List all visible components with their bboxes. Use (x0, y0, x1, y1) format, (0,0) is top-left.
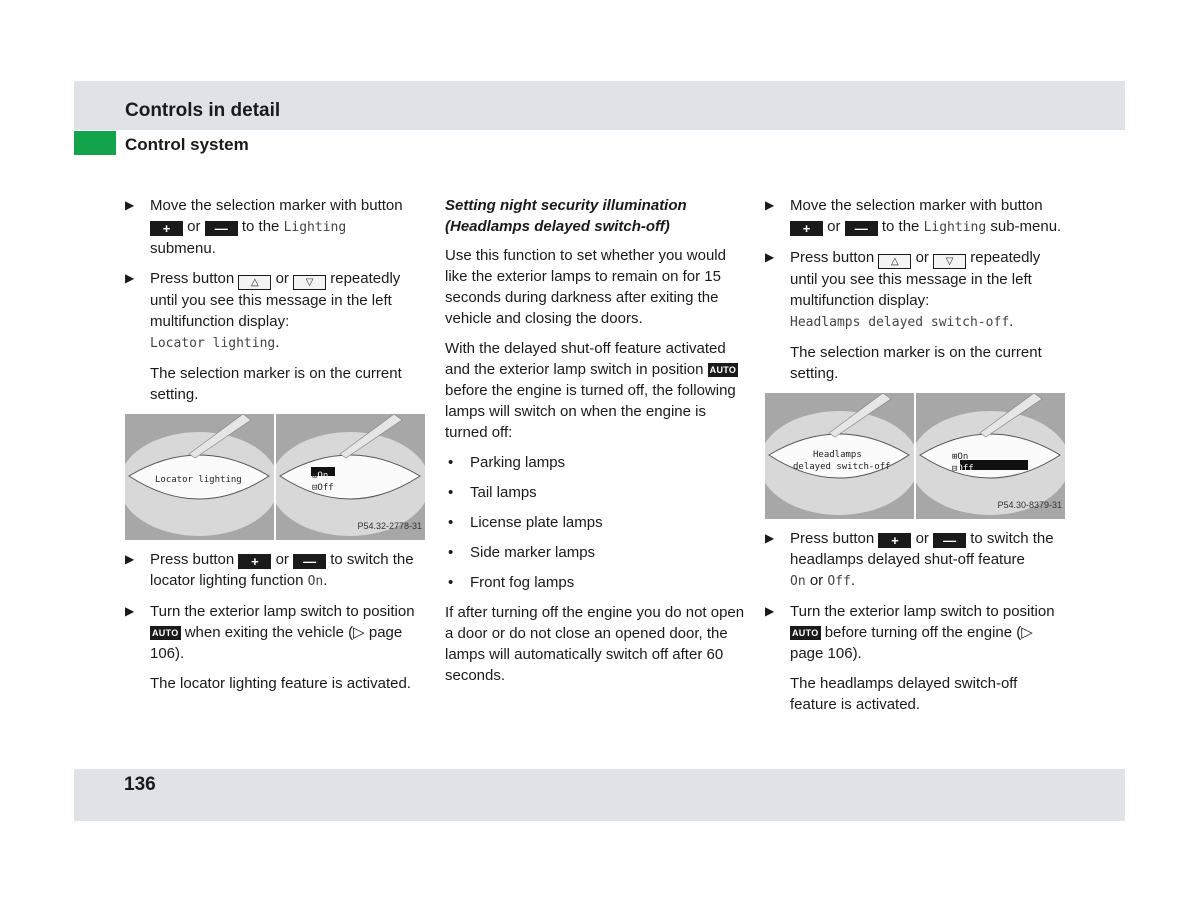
figure-reference: P54.30-8379-31 (997, 500, 1062, 510)
list-item: • Tail lamps (445, 482, 745, 503)
note: The headlamps delayed switch-off feature is activated. (790, 675, 1018, 713)
auto-switch-icon: AUTO (709, 365, 737, 375)
instruction-step: ▶ Turn the exterior lamp switch to position AUTO before turning off the engine (▷ page 106). (765, 603, 1055, 662)
display-illustration (765, 393, 1065, 519)
instruction-step: ▶ Press button △ or ▽ repeatedly until you see this message in the left multifunction display: Headlamps delayed switch-off. (765, 249, 1041, 330)
display-text: delayed switch-off (793, 462, 891, 472)
display-option-on: ⊞On (312, 471, 329, 481)
down-arrow-button-icon: ▽ (933, 254, 966, 269)
note: The selection marker is on the current setting. (150, 365, 402, 403)
paragraph: With the delayed shut-off feature activated and the exterior lamp switch in position AUTO before the engine is turned off, the following lamps will switch on when the engine is turned off: (445, 340, 737, 441)
display-option-off: ⊟Off (952, 464, 974, 474)
instruction-step: ▶ Press button + or — to switch the locator lighting function On. (125, 551, 414, 589)
instruction-step: ▶ Press button △ or ▽ repeatedly until you see this message in the left multifunction display: Locator lighting. (125, 270, 401, 351)
column-3 (765, 195, 1065, 724)
auto-switch-icon: AUTO (792, 628, 819, 638)
bullet-arrow-icon: ▶ (765, 531, 775, 545)
paragraph: If after turning off the engine you do not open a door or do not close an opened door, the lamps will automatically switch off after 60 seconds. (445, 604, 745, 684)
down-arrow-button-icon: ▽ (293, 275, 326, 290)
section-title: Control system (125, 135, 249, 154)
plus-button-icon: + (878, 533, 911, 548)
plus-button-icon: + (238, 554, 271, 569)
instruction-step: ▶ Press button + or — to switch the headlamps delayed shut-off feature On or Off. (765, 530, 1054, 589)
list-item: • Front fog lamps (445, 572, 745, 593)
bullet-arrow-icon: ▶ (125, 271, 135, 285)
display-text: Locator lighting (155, 475, 242, 485)
column-1 (125, 195, 425, 703)
display-photo-left (125, 414, 274, 540)
instruction-step: ▶ Move the selection marker with button + or — to the Lighting submenu. (125, 197, 403, 257)
display-photo-right (916, 393, 1065, 519)
subheading: Setting night security illumination (Headlamps delayed switch-off) (445, 197, 687, 235)
page-header-title: Controls in detail (125, 100, 281, 121)
instruction-step: ▶ Turn the exterior lamp switch to position AUTO when exiting the vehicle (▷ page 106). (125, 603, 415, 662)
display-text: Headlamps (813, 450, 862, 460)
auto-switch-icon: AUTO (152, 628, 179, 638)
list-item: • License plate lamps (445, 512, 745, 533)
page-number: 136 (124, 774, 156, 795)
footer-band (74, 769, 1125, 821)
plus-button-icon: + (790, 221, 823, 236)
display-illustration (125, 414, 425, 540)
display-option-on: ⊞On (952, 452, 969, 462)
instruction-step: ▶ Move the selection marker with button + or — to the Lighting sub-menu. (765, 197, 1062, 236)
list-item: • Parking lamps (445, 452, 745, 473)
note: The selection marker is on the current setting. (790, 344, 1042, 382)
note: The locator lighting feature is activated. (150, 675, 411, 692)
minus-button-icon: — (845, 221, 878, 236)
minus-button-icon: — (205, 221, 238, 236)
column-2 (445, 195, 745, 695)
bullet-arrow-icon: ▶ (125, 198, 135, 212)
bullet-arrow-icon: ▶ (765, 604, 775, 618)
bullet-arrow-icon: ▶ (765, 250, 775, 264)
display-option-off: ⊟Off (312, 483, 334, 493)
section-marker (74, 131, 116, 155)
list-item: • Side marker lamps (445, 542, 745, 563)
bullet-arrow-icon: ▶ (125, 552, 135, 566)
up-arrow-button-icon: △ (238, 275, 271, 290)
bullet-arrow-icon: ▶ (765, 198, 775, 212)
minus-button-icon: — (933, 533, 966, 548)
paragraph: Use this function to set whether you would like the exterior lamps to remain on for 15 seconds during darkness after exiting the vehicle and closing the doors. (445, 247, 726, 327)
display-photo-right (276, 414, 425, 540)
plus-button-icon: + (150, 221, 183, 236)
minus-button-icon: — (293, 554, 326, 569)
up-arrow-button-icon: △ (878, 254, 911, 269)
display-photo-left (765, 393, 914, 519)
figure-reference: P54.32-2778-31 (357, 521, 422, 531)
bullet-arrow-icon: ▶ (125, 604, 135, 618)
